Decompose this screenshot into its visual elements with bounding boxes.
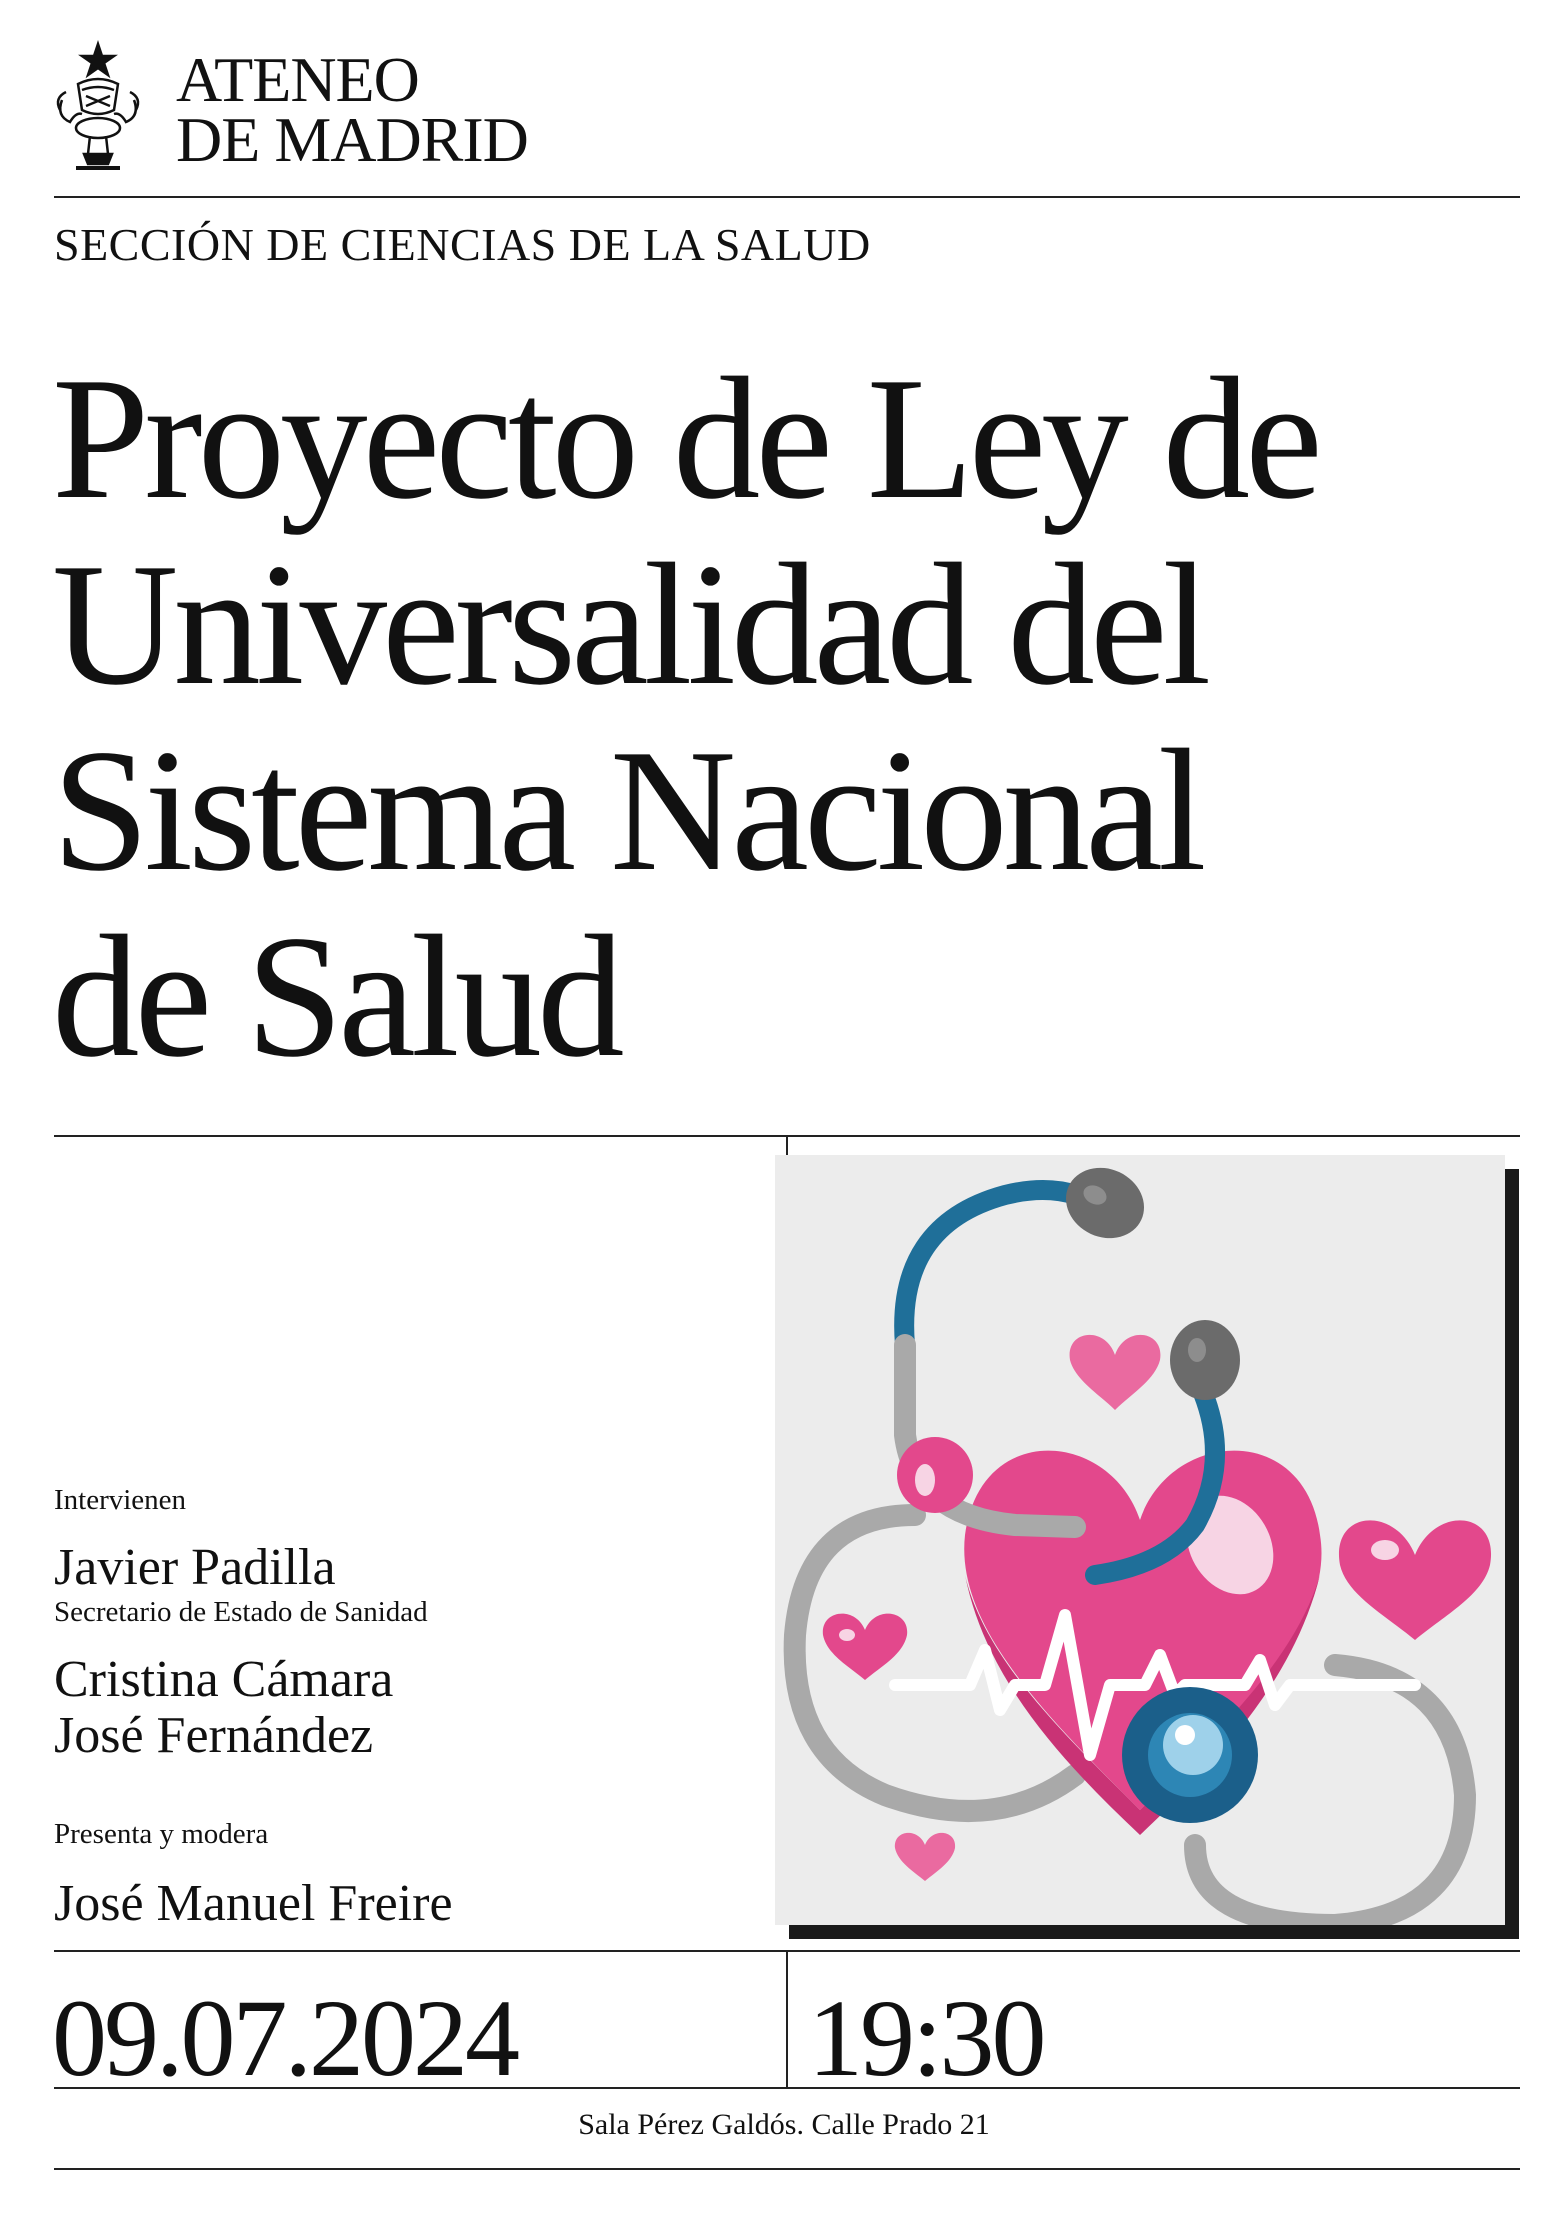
moderator-name: José Manuel Freire: [54, 1875, 453, 1932]
title-line-4: de Salud: [52, 899, 620, 1093]
event-title: [52, 341, 1532, 1093]
event-venue: Sala Pérez Galdós. Calle Prado 21: [578, 2108, 990, 2141]
stethoscope-heart-illustration: [775, 1155, 1505, 1925]
event-date: 09.07.2024: [52, 1977, 517, 2099]
brand-name: [176, 44, 528, 175]
divider-bottom: [54, 2168, 1520, 2170]
event-time: 19:30: [808, 1977, 1044, 2099]
divider-vertical-lower: [786, 1950, 788, 2087]
speakers-label: Intervienen: [54, 1484, 187, 1516]
speaker-name-3: José Fernández: [54, 1707, 374, 1764]
section-name: SECCIÓN DE CIENCIAS DE LA SALUD: [54, 219, 871, 270]
brand-line-2: DE MADRID: [176, 104, 528, 175]
title-line-3: Sistema Nacional: [52, 713, 1202, 907]
speaker-main-name: Javier Padilla: [54, 1539, 336, 1596]
divider-date-bottom: [54, 2087, 1520, 2089]
divider-top: [54, 196, 1520, 198]
title-line-1: Proyecto de Ley de: [52, 341, 1318, 535]
moderator-label: Presenta y modera: [54, 1818, 269, 1850]
speaker-main-role: Secretario de Estado de Sanidad: [54, 1596, 428, 1628]
title-line-2: Universalidad del: [52, 527, 1207, 721]
ateneo-crest-icon: [52, 40, 144, 178]
speaker-name-2: Cristina Cámara: [54, 1651, 394, 1708]
brand-line-1: ATENEO: [176, 44, 419, 115]
